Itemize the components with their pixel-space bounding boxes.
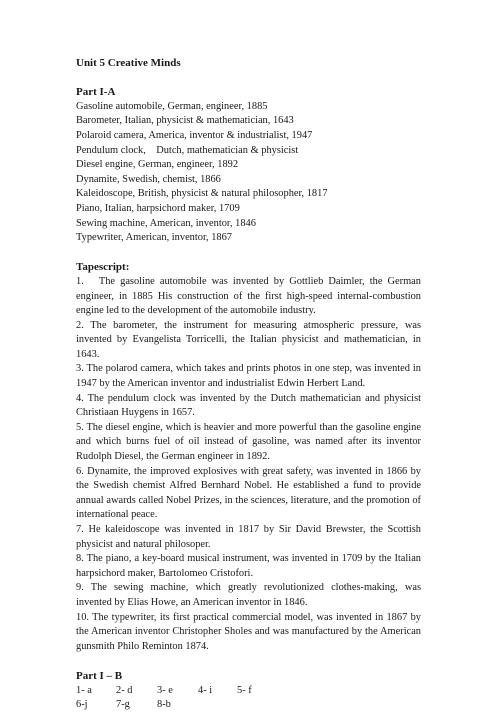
invention-item: Typewriter, American, inventor, 1867 bbox=[76, 232, 232, 244]
part-b-title: Part I – B bbox=[76, 669, 123, 682]
answer-item: 3- e bbox=[157, 684, 173, 696]
tapescript-paragraphs bbox=[76, 275, 424, 654]
invention-item: Gasoline automobile, German, engineer, 1885 bbox=[76, 100, 268, 112]
answer-key-row-2 bbox=[76, 698, 421, 713]
document-content bbox=[76, 56, 424, 713]
invention-item: Pendulum clock, Dutch, mathematician & physicist bbox=[76, 144, 299, 156]
tapescript-paragraph: 8. The piano, a key-board musical instrument, was invented in 1709 by the Italian harpsichord maker, Bartolomeo Cristofori. bbox=[76, 553, 421, 579]
answer-item: 2- d bbox=[116, 684, 133, 696]
part-a-title: Part I-A bbox=[76, 86, 116, 99]
tapescript-paragraph: 7. He kaleidoscope was invented in 1817 by Sir David Brewster, the Scottish physicist and natural philosoper. bbox=[76, 524, 421, 550]
invention-item: Barometer, Italian, physicist & mathematician, 1643 bbox=[76, 115, 294, 127]
answer-item: 7-g bbox=[116, 699, 130, 711]
answer-item: 4- i bbox=[198, 684, 213, 696]
invention-item: Polaroid camera, America, inventor & industrialist, 1947 bbox=[76, 129, 313, 141]
answer-item: 8-b bbox=[157, 699, 171, 711]
tapescript-paragraph: 3. The polarod camera, which takes and prints photos in one step, was invented in 1947 by the American inventor and industrialist Edwin Herbert Land. bbox=[76, 363, 421, 390]
invention-item: Dynamite, Swedish, chemist, 1866 bbox=[76, 173, 221, 185]
answer-item: 6-j bbox=[76, 699, 88, 711]
answer-item: 1- a bbox=[76, 684, 92, 696]
invention-item: Sewing machine, American, inventor, 1846 bbox=[76, 217, 256, 229]
tapescript-paragraph: 1. The gasoline automobile was invented by Gottlieb Daimler, the German engineer, in 1885 His construction of the first high-speed internal-combustion engine led to the development of the automobile industry. bbox=[76, 275, 424, 317]
answer-item: 5- f bbox=[237, 684, 252, 696]
invention-item: Piano, Italian, harpsichord maker, 1709 bbox=[76, 202, 240, 214]
invention-item: Diesel engine, German, engineer, 1892 bbox=[76, 159, 239, 171]
inventions-list bbox=[76, 100, 421, 246]
invention-item: Kaleidoscope, British, physicist & natural philosopher, 1817 bbox=[76, 188, 328, 200]
tapescript-title: Tapescript: bbox=[76, 261, 130, 274]
tapescript-paragraph: 4. The pendulum clock was invented by the Dutch mathematician and physicist Christiaan Huygens in 1657. bbox=[76, 392, 421, 419]
tapescript-paragraph: 10. The typewriter, its first practical commercial model, was invented in 1867 by the American inventor Christopher Sholes and was manufactured by the American gunsmith Philo Reminton 1874. bbox=[76, 611, 421, 652]
tapescript-paragraph: 6. Dynamite, the improved explosives with great safety, was invented in 1866 by the Swedish chemist Alfred Bernhard Nobel. He established a fund to provide annual awards called Nobel Prizes, in the sciences, literature, and the promotion of international peace. bbox=[76, 465, 421, 521]
tapescript-paragraph: 5. The diesel engine, which is heavier and more powerful than the gasoline engine and which burns fuel of oil instead of gasoline, was named after its inventor Rudolph Diesel, the German engineer in 1892. bbox=[76, 421, 421, 463]
tapescript-paragraph: 2. The barometer, the instrument for measuring atmospheric pressure, was invented by Evangelista Torricelli, the Italian physicist and mathematician, in 1643. bbox=[76, 319, 421, 360]
unit-title: Unit 5 Creative Minds bbox=[76, 57, 181, 69]
tapescript-paragraph: 9. The sewing machine, which greatly revolutionized clothes-making, was invented by Elias Howe, an American inventor in 1846. bbox=[76, 582, 421, 608]
answer-key-row-1 bbox=[76, 684, 421, 699]
